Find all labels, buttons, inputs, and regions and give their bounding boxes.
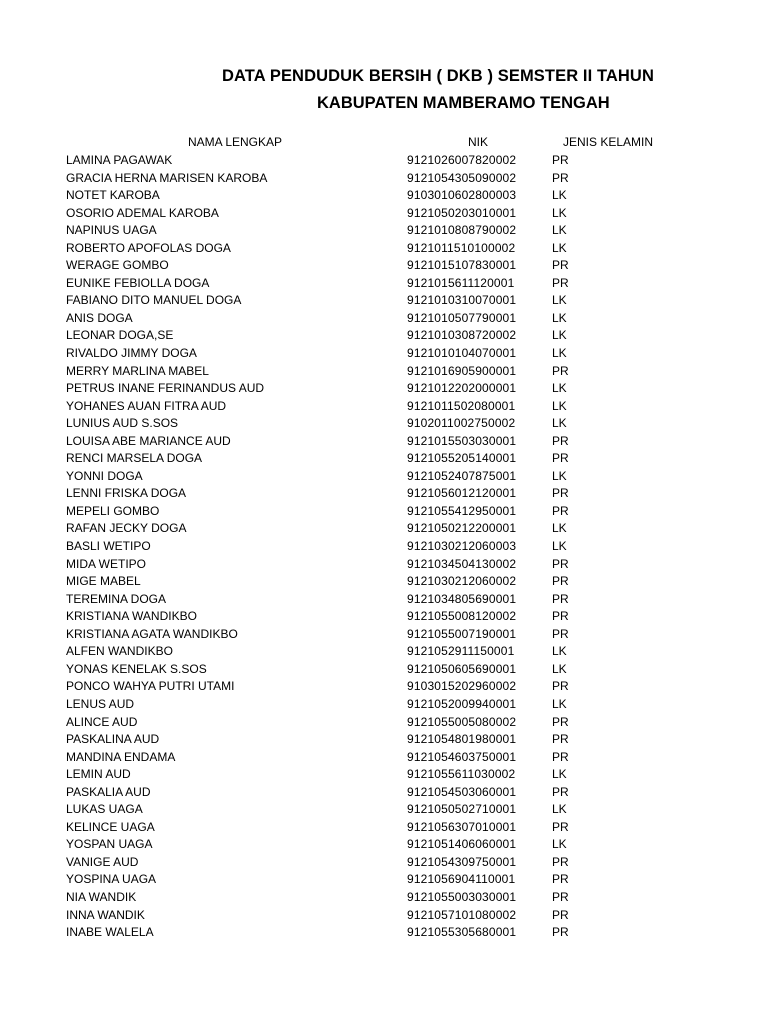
cell-gender: LK (552, 293, 567, 308)
table-row (0, 889, 768, 907)
table-row (0, 538, 768, 556)
cell-gender: LK (552, 346, 567, 361)
cell-name: VANIGE AUD (66, 854, 139, 869)
cell-name: YOHANES AUAN FITRA AUD (66, 398, 227, 413)
table-row (0, 363, 768, 381)
cell-nik: 9121054603750001 (407, 749, 517, 764)
cell-gender: PR (552, 749, 569, 764)
table-row (0, 731, 768, 749)
cell-gender: PR (552, 872, 569, 887)
cell-name: LAMINA PAGAWAK (66, 153, 173, 167)
table-row (0, 749, 768, 767)
cell-name: INABE WALELA (66, 925, 154, 940)
cell-gender: LK (552, 661, 567, 676)
table-row (0, 275, 768, 293)
cell-name: ROBERTO APOFOLAS DOGA (66, 240, 231, 255)
cell-name: PASKALINA AUD (66, 732, 160, 747)
cell-name: BASLI WETIPO (66, 539, 151, 554)
cell-gender: PR (552, 170, 569, 185)
cell-nik: 9121050502710001 (407, 802, 517, 817)
cell-name: MANDINA ENDAMA (66, 749, 176, 764)
table-row (0, 187, 768, 205)
cell-name: PONCO WAHYA PUTRI UTAMI (66, 679, 235, 694)
table-row (0, 240, 768, 258)
cell-nik: 9121026007820002 (407, 153, 517, 167)
cell-gender: LK (552, 521, 567, 536)
table-row (0, 714, 768, 732)
cell-nik: 9121055003030001 (407, 889, 517, 904)
page-subtitle: KABUPATEN MAMBERAMO TENGAH (317, 94, 610, 112)
cell-name: LEMIN AUD (66, 767, 131, 782)
cell-name: KRISTIANA WANDIKBO (66, 609, 197, 624)
table-row (0, 871, 768, 889)
table-row (0, 257, 768, 275)
cell-name: RIVALDO JIMMY DOGA (66, 346, 197, 361)
table-row (0, 398, 768, 416)
cell-name: FABIANO DITO MANUEL DOGA (66, 293, 242, 308)
table-row (0, 801, 768, 819)
cell-name: YOSPAN UAGA (66, 837, 153, 852)
cell-nik: 9121034805690001 (407, 591, 517, 606)
cell-nik: 9121011510100002 (407, 240, 516, 255)
cell-nik: 9121054503060001 (407, 784, 517, 799)
cell-nik: 9121015611120001 (407, 275, 515, 290)
cell-name: EUNIKE FEBIOLLA DOGA (66, 275, 210, 290)
column-header-gender: JENIS KELAMIN (563, 135, 654, 149)
cell-gender: LK (552, 416, 567, 431)
cell-nik: 9121050203010001 (407, 205, 517, 220)
cell-name: LOUISA ABE MARIANCE AUD (66, 433, 231, 448)
table-row (0, 854, 768, 872)
cell-gender: PR (552, 889, 569, 904)
cell-nik: 9121056012120001 (407, 486, 517, 501)
cell-gender: PR (552, 714, 569, 729)
cell-name: MERRY MARLINA MABEL (66, 363, 209, 378)
cell-name: LUNIUS AUD S.SOS (66, 416, 179, 431)
column-header-nik: NIK (468, 135, 489, 149)
table-row (0, 924, 768, 942)
cell-gender: LK (552, 223, 567, 238)
table-row (0, 415, 768, 433)
cell-gender: PR (552, 609, 569, 624)
cell-gender: PR (552, 258, 569, 273)
table-row (0, 696, 768, 714)
cell-nik: 9103015202960002 (407, 679, 517, 694)
table-row (0, 836, 768, 854)
cell-gender: PR (552, 486, 569, 501)
cell-nik: 9121051406060001 (407, 837, 517, 852)
cell-nik: 9121054309750001 (407, 854, 517, 869)
cell-nik: 9121016905900001 (407, 363, 517, 378)
cell-nik: 9121052407875001 (407, 468, 517, 483)
cell-name: YONNI DOGA (66, 468, 143, 483)
cell-name: NIA WANDIK (66, 889, 137, 904)
cell-name: GRACIA HERNA MARISEN KAROBA (66, 170, 268, 185)
table-row (0, 503, 768, 521)
cell-gender: LK (552, 468, 567, 483)
table-row (0, 170, 768, 188)
cell-gender: LK (552, 644, 567, 659)
table-row (0, 327, 768, 345)
cell-name: INNA WANDIK (66, 907, 145, 922)
cell-nik: 9121055205140001 (407, 451, 517, 466)
table-row (0, 819, 768, 837)
cell-name: WERAGE GOMBO (66, 258, 169, 273)
table-row (0, 292, 768, 310)
cell-nik: 9121015503030001 (407, 433, 517, 448)
cell-name: TEREMINA DOGA (66, 591, 167, 606)
cell-nik: 9121030212060003 (407, 539, 517, 554)
cell-gender: PR (552, 574, 569, 589)
cell-name: LENNI FRISKA DOGA (66, 486, 187, 501)
cell-name: ANIS DOGA (66, 310, 133, 325)
cell-gender: PR (552, 153, 569, 167)
cell-gender: PR (552, 275, 569, 290)
cell-nik: 9121052009940001 (407, 696, 517, 711)
cell-gender: PR (552, 854, 569, 869)
cell-nik: 9121054801980001 (407, 732, 517, 747)
cell-name: KRISTIANA AGATA WANDIKBO (66, 626, 238, 641)
cell-nik: 9121057101080002 (407, 907, 517, 922)
cell-gender: LK (552, 328, 567, 343)
cell-gender: PR (552, 626, 569, 641)
cell-nik: 9121054305090002 (407, 170, 517, 185)
cell-name: LUKAS UAGA (66, 802, 143, 817)
column-header-name: NAMA LENGKAP (188, 135, 283, 149)
cell-name: YONAS KENELAK S.SOS (66, 661, 207, 676)
cell-nik: 9121012202000001 (407, 381, 517, 396)
cell-gender: PR (552, 363, 569, 378)
cell-name: RAFAN JECKY DOGA (66, 521, 187, 536)
cell-gender: PR (552, 907, 569, 922)
cell-gender: PR (552, 732, 569, 747)
cell-gender: LK (552, 802, 567, 817)
cell-nik: 9121055305680001 (407, 925, 517, 940)
cell-nik: 9121010308720002 (407, 328, 517, 343)
table-row (0, 152, 768, 170)
table-row (0, 345, 768, 363)
cell-gender: LK (552, 837, 567, 852)
table-row (0, 907, 768, 925)
cell-nik: 9121050605690001 (407, 661, 517, 676)
table-row (0, 485, 768, 503)
table-row (0, 433, 768, 451)
cell-nik: 9121055611030002 (407, 767, 516, 782)
table-row (0, 556, 768, 574)
cell-gender: LK (552, 310, 567, 325)
cell-nik: 9103010602800003 (407, 188, 517, 203)
cell-name: RENCI MARSELA DOGA (66, 451, 203, 466)
table-row (0, 520, 768, 538)
cell-gender: LK (552, 767, 567, 782)
cell-name: MEPELI GOMBO (66, 503, 160, 518)
table-row (0, 573, 768, 591)
table-row (0, 661, 768, 679)
cell-nik: 9121011502080001 (407, 398, 516, 413)
cell-nik: 9121055412950001 (407, 503, 517, 518)
cell-name: MIGE MABEL (66, 574, 141, 589)
cell-gender: LK (552, 398, 567, 413)
table-row (0, 766, 768, 784)
cell-name: MIDA WETIPO (66, 556, 147, 571)
cell-gender: PR (552, 679, 569, 694)
cell-nik: 9121030212060002 (407, 574, 517, 589)
cell-nik: 9121010104070001 (407, 346, 517, 361)
cell-nik: 9121015107830001 (407, 258, 517, 273)
cell-nik: 9121056307010001 (407, 819, 517, 834)
table-row (0, 468, 768, 486)
cell-name: LENUS AUD (66, 696, 135, 711)
cell-nik: 9121055007190001 (407, 626, 517, 641)
cell-nik: 9121055005080002 (407, 714, 517, 729)
cell-nik: 9121055008120002 (407, 609, 517, 624)
table-row (0, 310, 768, 328)
cell-gender: PR (552, 784, 569, 799)
cell-name: NAPINUS UAGA (66, 223, 157, 238)
cell-name: NOTET KAROBA (66, 188, 160, 203)
cell-gender: LK (552, 205, 567, 220)
cell-nik: 9121056904110001 (407, 872, 516, 887)
cell-nik: 9121010808790002 (407, 223, 517, 238)
cell-gender: LK (552, 188, 567, 203)
cell-gender: LK (552, 539, 567, 554)
table-row (0, 784, 768, 802)
table-row (0, 626, 768, 644)
cell-gender: LK (552, 381, 567, 396)
table-row (0, 678, 768, 696)
cell-name: PASKALIA AUD (66, 784, 151, 799)
cell-nik: 9121050212200001 (407, 521, 517, 536)
table-row (0, 643, 768, 661)
cell-gender: PR (552, 451, 569, 466)
table-row (0, 608, 768, 626)
cell-name: OSORIO ADEMAL KAROBA (66, 205, 219, 220)
table-row (0, 450, 768, 468)
table-row (0, 591, 768, 609)
cell-gender: PR (552, 591, 569, 606)
cell-nik: 9121034504130002 (407, 556, 517, 571)
cell-gender: PR (552, 819, 569, 834)
cell-name: PETRUS INANE FERINANDUS AUD (66, 381, 265, 396)
cell-name: YOSPINA UAGA (66, 872, 157, 887)
resident-table-body (0, 152, 768, 942)
cell-gender: LK (552, 240, 567, 255)
cell-gender: LK (552, 696, 567, 711)
page-title: DATA PENDUDUK BERSIH ( DKB ) SEMSTER II TAHUN (222, 67, 654, 85)
cell-name: KELINCE UAGA (66, 819, 155, 834)
cell-nik: 9121052911150001 (407, 644, 515, 659)
cell-gender: PR (552, 503, 569, 518)
cell-nik: 9121010507790001 (407, 310, 517, 325)
cell-name: ALFEN WANDIKBO (66, 644, 173, 659)
cell-gender: PR (552, 556, 569, 571)
table-row (0, 222, 768, 240)
cell-name: ALINCE AUD (66, 714, 138, 729)
table-row (0, 380, 768, 398)
cell-gender: PR (552, 433, 569, 448)
table-row (0, 205, 768, 223)
cell-nik: 9121010310070001 (407, 293, 517, 308)
cell-nik: 9102011002750002 (407, 416, 516, 431)
cell-name: LEONAR DOGA,SE (66, 328, 174, 343)
cell-gender: PR (552, 925, 569, 940)
